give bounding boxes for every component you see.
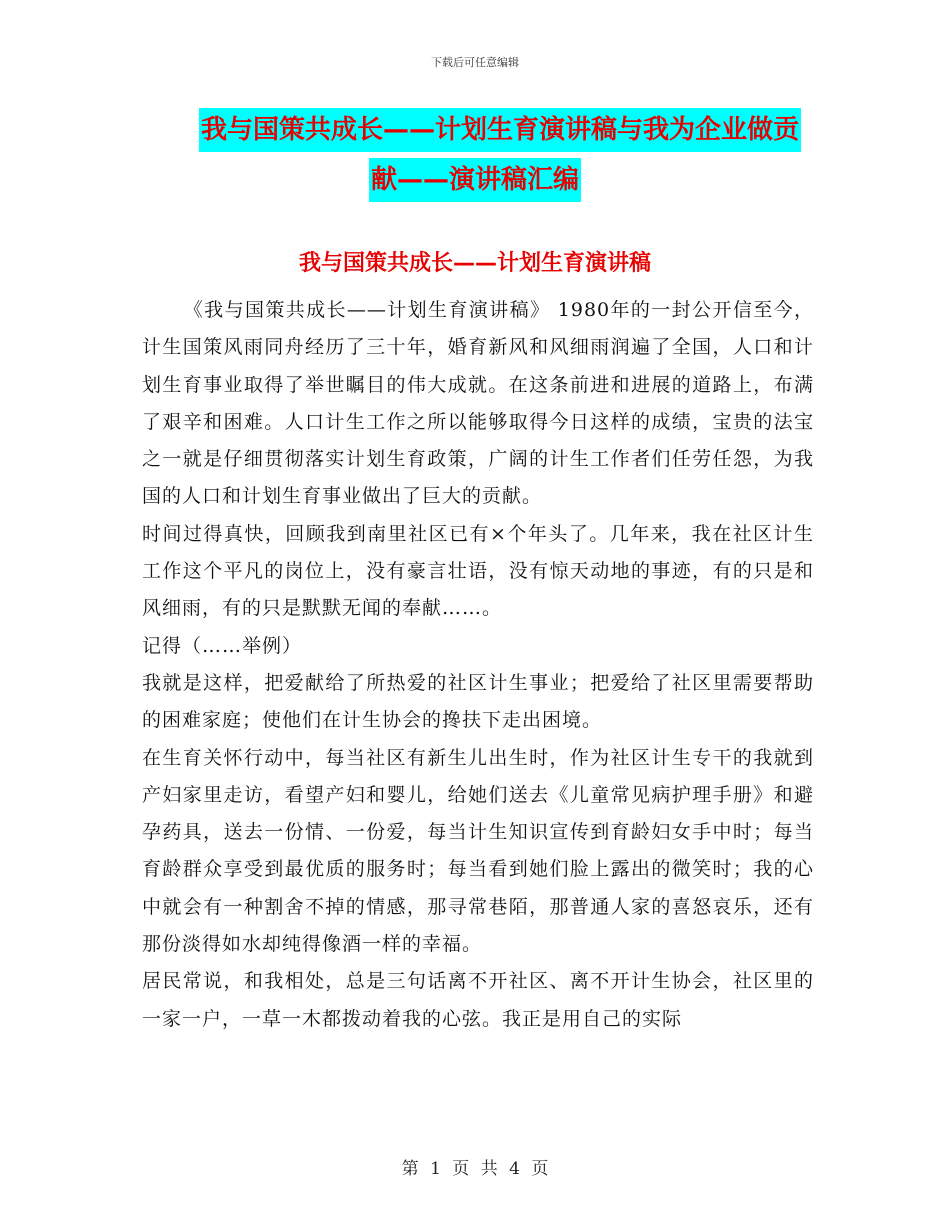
body-paragraph: 居民常说，和我相处，总是三句话离不开社区、离不开计生协会，社区里的一家一户，一草一木都拨动着我的心弦。我正是用自己的实际 [142,970,814,1030]
page-header-note: 下载后可任意编辑 [431,56,519,69]
page-footer: 第 1 页 共 4 页 [401,1159,549,1179]
document-body [142,292,814,1038]
title-line-2: 献——演讲稿汇编 [369,158,581,202]
body-paragraph: 时间过得真快，回顾我到南里社区已有×个年头了。几年来，我在社区计生工作这个平凡的岗位上，没有豪言壮语，没有惊天动地的事迹，有的只是和风细雨，有的只是默默无闻的奉献……。 [142,522,814,620]
body-paragraph: 记得（……举例） [142,634,303,657]
body-paragraph: 我就是这样，把爱献给了所热爱的社区计生事业；把爱给了社区里需要帮助的困难家庭；使他们在计生协会的搀扶下走出困境。 [142,671,814,732]
body-paragraph: 《我与国策共成长——计划生育演讲稿》 1980年的一封公开信至今，计生国策风雨同舟经历了三十年，婚育新风和风细雨润遍了全国，人口和计划生育事业取得了举世瞩目的伟大成就。在这条前进和进展的道路上，布满了艰辛和困难。人口计生工作之所以能够取得今日这样的成绩，宝贵的法宝之一就是仔细贯彻落实计划生育政策，广阔的计生工作者们任劳任怨，为我国的人口和计划生育事业做出了巨大的贡献。 [142,299,814,508]
body-paragraph: 在生育关怀行动中，每当社区有新生儿出生时，作为社区计生专干的我就到产妇家里走访，看望产妇和婴儿，给她们送去《儿童常见病护理手册》和避孕药具，送去一份情、一份爱，每当计生知识宣传到育龄妇女手中时；每当育龄群众享受到最优质的服务时；每当看到她们脸上露出的微笑时；我的心中就会有一种割舍不掉的情感，那寻常巷陌，那普通人家的喜怒哀乐，还有那份淡得如水却纯得像酒一样的幸福。 [142,746,814,956]
title-line-1: 我与国策共成长——计划生育演讲稿与我为企业做贡 [199,108,801,152]
document-title [0,108,950,208]
section-subtitle: 我与国策共成长——计划生育演讲稿 [298,251,651,276]
